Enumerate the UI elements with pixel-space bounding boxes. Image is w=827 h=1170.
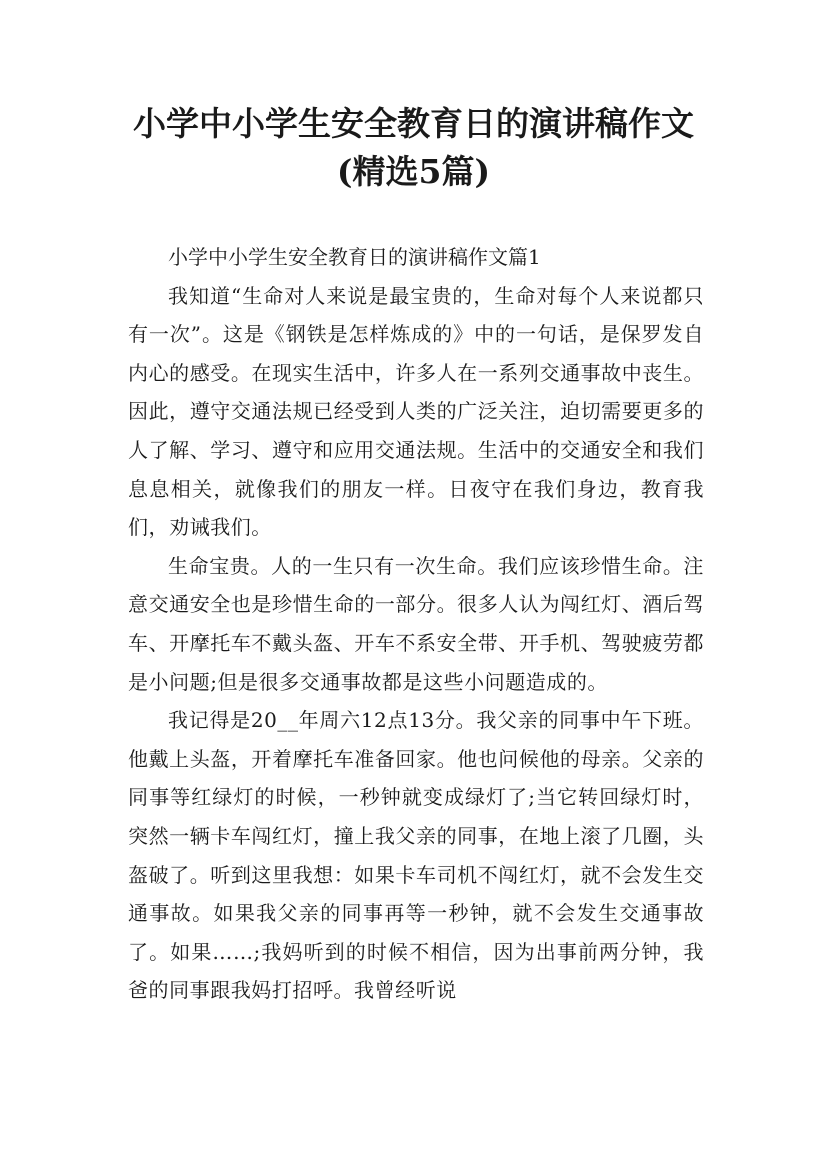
document-title: 小学中小学生安全教育日的演讲稿作文(精选5篇) [133,104,694,191]
paragraph-3: 我记得是20__年周六12点13分。我父亲的同事中午下班。他戴上头盔，开着摩托车准备回家。他也问候他的母亲。父亲的同事等红绿灯的时候，一秒钟就变成绿灯了;当它转回绿灯时，突然一辆卡车闯红灯，撞上我父亲的同事，在地上滚了几圈，头盔破了。听到这里我想：如果卡车司机不闯红灯，就不会发生交通事故。如果我父亲的同事再等一秒钟，就不会发生交通事故了。如果……;我妈听到的时候不相信，因为出事前两分钟，我爸的同事跟我妈打招呼。我曾经听说 [128,708,704,1003]
paragraph-2: 生命宝贵。人的一生只有一次生命。我们应该珍惜生命。注意交通安全也是珍惜生命的一部分。很多人认为闯红灯、酒后驾车、开摩托车不戴头盔、开车不系安全带、开手机、驾驶疲劳都是小问题;但是很多交通事故都是这些小问题造成的。 [128,553,704,694]
document-body [128,238,704,1010]
section-heading: 小学中小学生安全教育日的演讲稿作文篇1 [168,245,541,269]
paragraph-1: 我知道“生命对人来说是最宝贵的，生命对每个人来说都只有一次”。这是《钢铁是怎样炼成的》中的一句话，是保罗发自内心的感受。在现实生活中，许多人在一系列交通事故中丧生。因此，遵守交通法规已经受到人类的广泛关注，迫切需要更多的人了解、学习、遵守和应用交通法规。生活中的交通安全和我们息息相关，就像我们的朋友一样。日夜守在我们身边，教育我们，劝诫我们。 [128,283,704,540]
